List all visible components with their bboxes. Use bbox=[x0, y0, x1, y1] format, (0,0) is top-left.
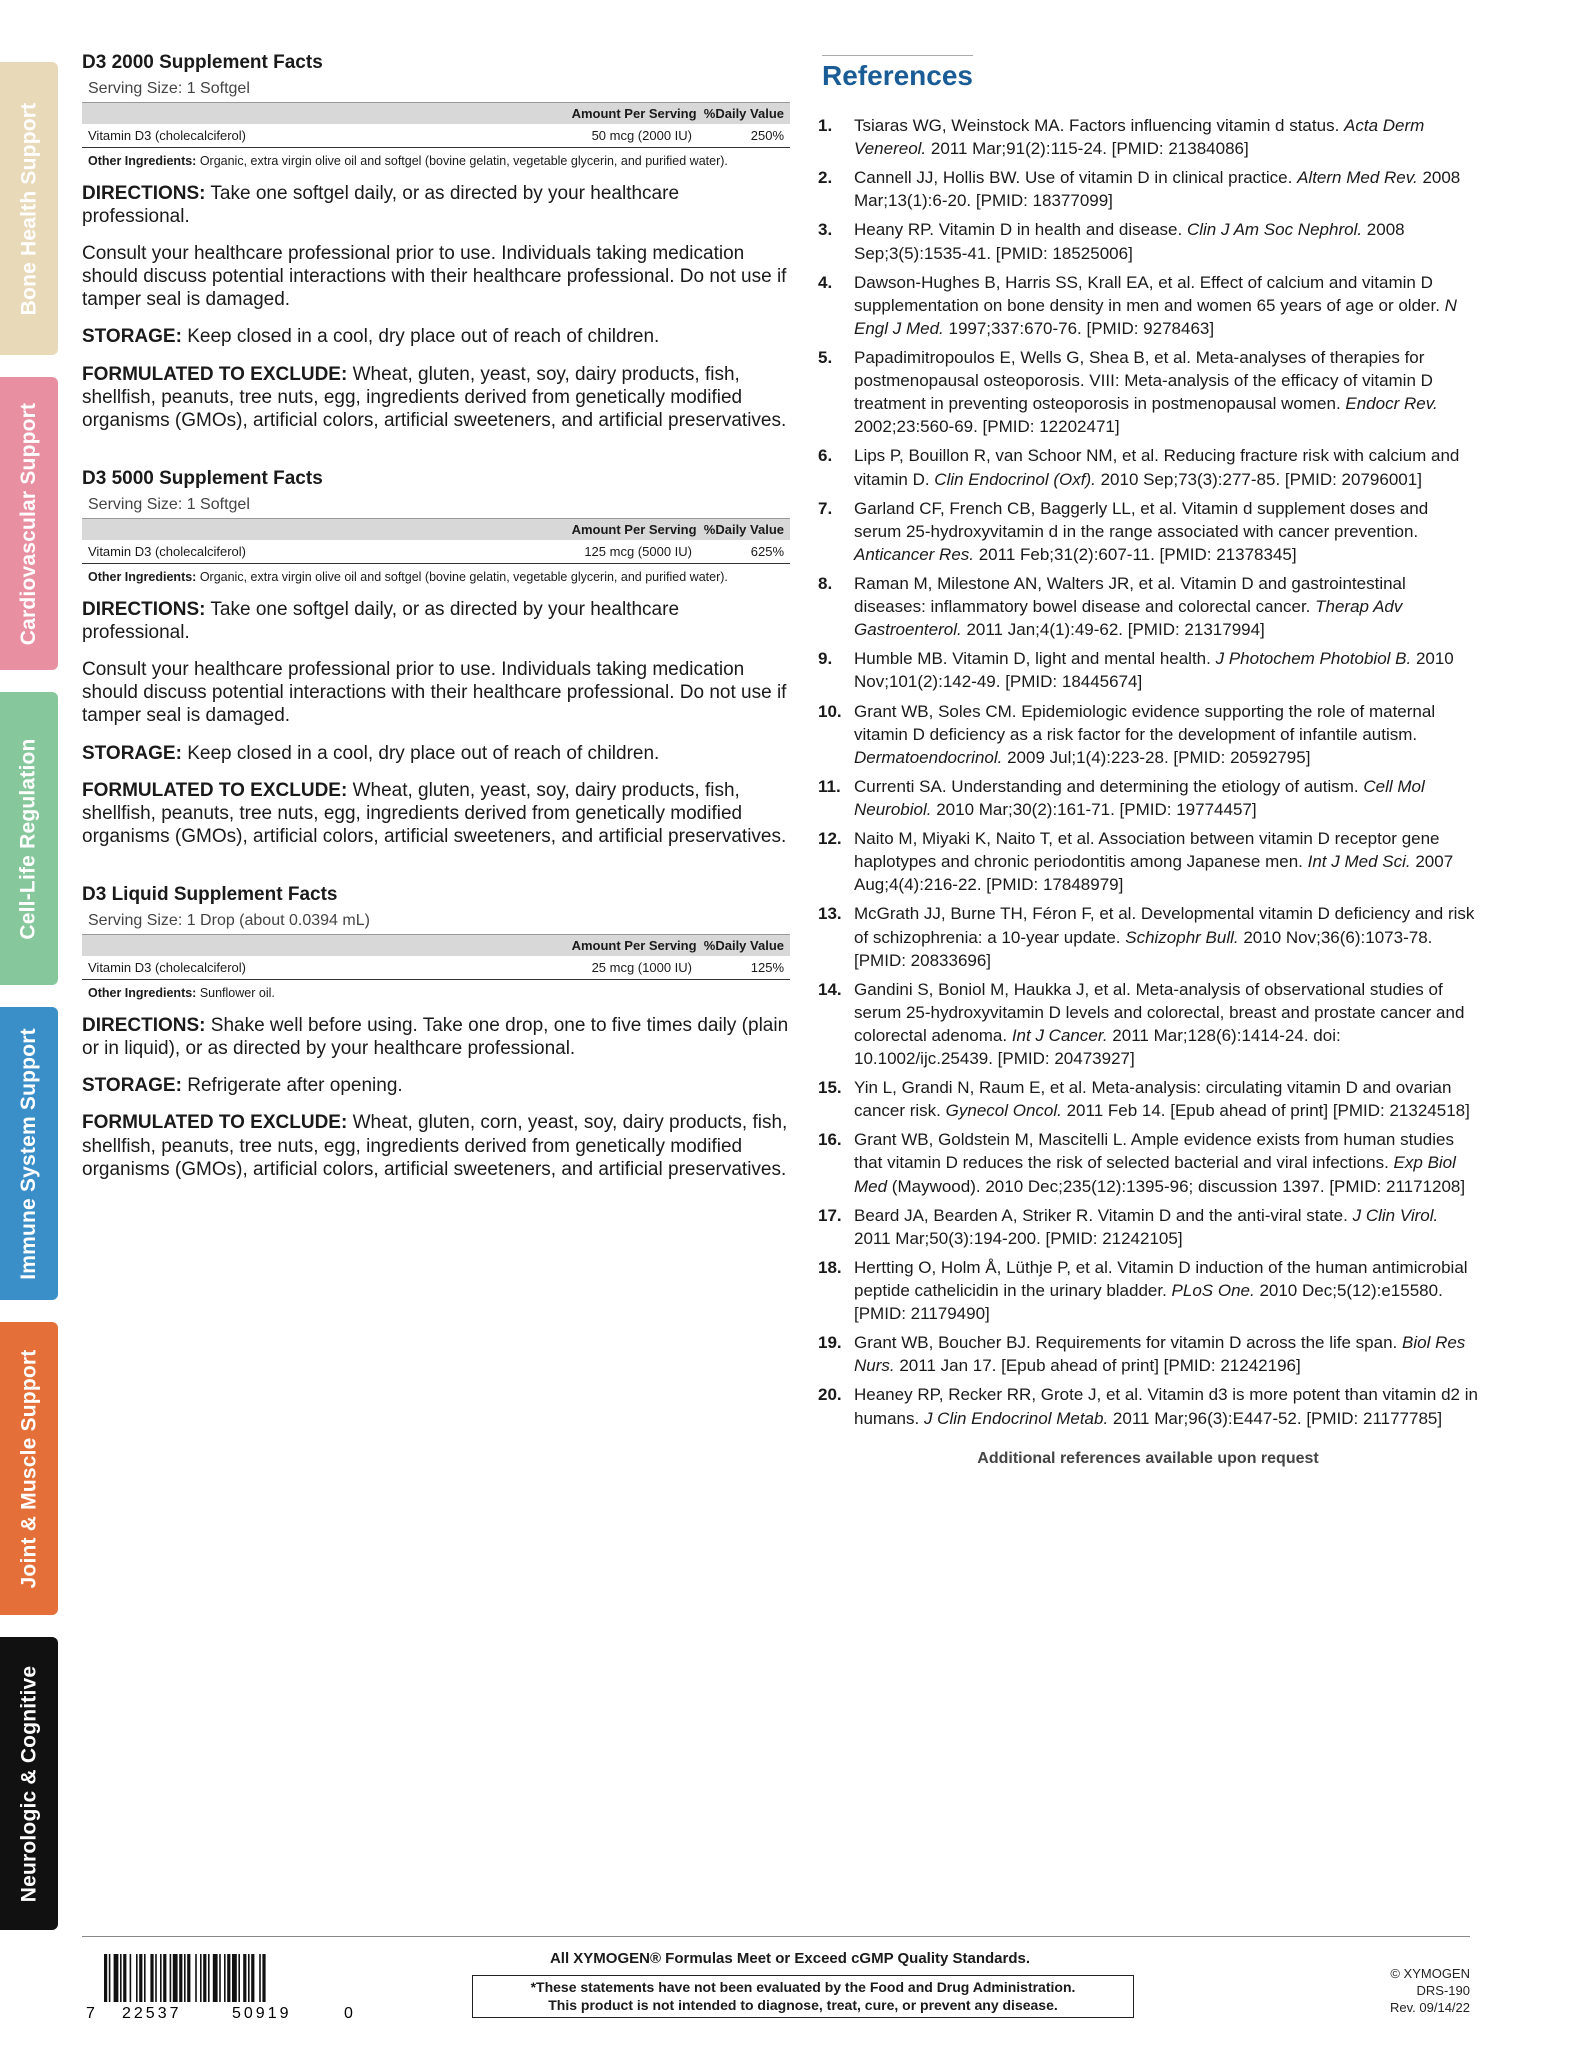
formulated-to-exclude: FORMULATED TO EXCLUDE: Wheat, gluten, yeast, soy, dairy products, fish, shellfish, peanuts, tree nuts, egg, ingredients derived from genetically modified organisms (GMOs), artificial colors, artificial sweeteners, and artificial preservatives. bbox=[82, 779, 787, 848]
journal-name: N Engl J Med. bbox=[854, 295, 1457, 338]
reference-item bbox=[818, 166, 1478, 212]
tab-cardiovascular[interactable]: Cardiovascular Support bbox=[0, 377, 58, 670]
barcode-bar bbox=[259, 1954, 261, 2002]
footer-divider bbox=[82, 1936, 1470, 1937]
barcode-digit-prefix: 7 bbox=[86, 2005, 95, 2022]
storage: STORAGE: Refrigerate after opening. bbox=[82, 1075, 403, 1097]
reference-text: Garland CF, French CB, Baggerly LL, et al. Vitamin d supplement doses and serum 25-hydroxyvitamin d in the range associated with cancer prevention. Anticancer Res. 2011 Feb;31(2):607-11. [PMID: 21378345] bbox=[854, 498, 1429, 564]
reference-number: 11. bbox=[818, 776, 841, 796]
barcode-bar bbox=[173, 1954, 178, 2002]
quality-statement: All XYMOGEN® Formulas Meet or Exceed cGMP Quality Standards. bbox=[549, 1950, 1031, 1967]
journal-name: J Photochem Photobiol B. bbox=[1215, 649, 1412, 669]
serving-size: Serving Size: 1 Drop (about 0.0394 mL) bbox=[88, 912, 370, 930]
revision-date: Rev. 09/14/22 bbox=[1390, 1999, 1470, 2015]
references-list bbox=[818, 114, 1478, 1430]
reference-number: 16. bbox=[818, 1130, 842, 1150]
ingredient-name: Vitamin D3 (cholecalciferol) bbox=[82, 540, 486, 564]
barcode-bar bbox=[179, 1954, 182, 2002]
barcode-bar bbox=[227, 1954, 230, 2002]
other-ingredients: Other Ingredients: Organic, extra virgin olive oil and softgel (bovine gelatin, vegetable glycerin, and purified water). bbox=[88, 570, 728, 585]
reference-item bbox=[818, 1331, 1478, 1377]
barcode-bar bbox=[150, 1954, 153, 2002]
reference-item bbox=[818, 346, 1478, 438]
barcode-bar bbox=[200, 1954, 202, 2002]
reference-number: 20. bbox=[818, 1385, 842, 1405]
tab-neurologic[interactable]: Neurologic & Cognitive bbox=[0, 1637, 58, 1930]
reference-item bbox=[818, 978, 1478, 1070]
journal-name: Exp Biol Med bbox=[854, 1153, 1456, 1196]
barcode-bar bbox=[203, 1954, 206, 2002]
barcode-digits-right: 50919 bbox=[232, 2005, 292, 2022]
barcode-digit-suffix: 0 bbox=[344, 2005, 353, 2022]
barcode-bar bbox=[163, 1954, 166, 2002]
reference-text: Currenti SA. Understanding and determining the etiology of autism. Cell Mol Neurobiol. 2010 Mar;30(2):161-71. [PMID: 19774457] bbox=[854, 776, 1425, 819]
barcode-bar bbox=[251, 1954, 254, 2002]
journal-name: Acta Derm Venereol. bbox=[854, 116, 1425, 159]
reference-number: 1. bbox=[818, 116, 833, 135]
reference-number: 10. bbox=[818, 701, 842, 721]
barcode-bar bbox=[123, 1954, 126, 2002]
barcode-bar bbox=[144, 1954, 146, 2002]
facts-table bbox=[82, 102, 790, 148]
facts-title: D3 2000 Supplement Facts bbox=[82, 52, 323, 73]
facts-table bbox=[82, 934, 790, 980]
disclaimer-line-2: This product is not intended to diagnose, treat, cure, or prevent any disease. bbox=[548, 1996, 1058, 2013]
reference-item bbox=[818, 1383, 1478, 1429]
barcode-bar bbox=[136, 1954, 138, 2002]
reference-number: 15. bbox=[818, 1078, 842, 1098]
ingredient-amount: 25 mcg (1000 IU) bbox=[486, 956, 698, 980]
reference-item bbox=[818, 1128, 1478, 1197]
barcode-bar bbox=[114, 1954, 119, 2002]
formulated-to-exclude: FORMULATED TO EXCLUDE: Wheat, gluten, corn, yeast, soy, dairy products, fish, shellfish, peanuts, tree nuts, egg, ingredients derived from genetically modified organisms (GMOs), artificial colors, artificial sweeteners, and artificial preservatives. bbox=[82, 1112, 788, 1180]
reference-text: Raman M, Milestone AN, Walters JR, et al. Vitamin D and gastrointestinal diseases: inflammatory bowel disease and colorectal cancer. Therap Adv Gastroenterol. 2011 Jan;4(1):49-62. [PMID: 21317994] bbox=[854, 573, 1406, 640]
journal-name: Clin Endocrinol (Oxf). bbox=[934, 469, 1096, 489]
directions: DIRECTIONS: Take one softgel daily, or as directed by your healthcare professional. bbox=[82, 598, 680, 643]
reference-text: McGrath JJ, Burne TH, Féron F, et al. Developmental vitamin D deficiency and risk of schizophrenia: a 10-year update. Schizophr Bull. 2010 Nov;36(6):1073-78. [PMID: 20833696] bbox=[854, 904, 1475, 970]
directions: DIRECTIONS: Take one softgel daily, or as directed by your healthcare professional. bbox=[82, 182, 680, 227]
barcode-bar bbox=[219, 1954, 221, 2002]
barcode bbox=[82, 1950, 372, 2022]
product-block-d3-2000 bbox=[82, 52, 790, 432]
reference-item bbox=[818, 497, 1478, 566]
ingredient-amount: 50 mcg (2000 IU) bbox=[486, 124, 698, 148]
reference-number: 18. bbox=[818, 1257, 842, 1277]
barcode-bar bbox=[243, 1954, 246, 2002]
reference-item bbox=[818, 775, 1478, 821]
barcode-bar bbox=[262, 1954, 265, 2002]
daily-value: 250% bbox=[698, 124, 790, 148]
reference-text: Yin L, Grandi N, Raum E, et al. Meta-analysis: circulating vitamin D and ovarian cancer risk. Gynecol Oncol. 2011 Feb 14. [Epub ahead of print] [PMID: 21324518] bbox=[854, 1078, 1470, 1121]
facts-table bbox=[82, 518, 790, 564]
reference-item bbox=[818, 114, 1478, 160]
reference-item bbox=[818, 647, 1478, 693]
reference-text: Grant WB, Soles CM. Epidemiologic evidence supporting the role of maternal vitamin D deficiency as a risk factor for the development of infantile autism. Dermatoendocrinol. 2009 Jul;1(4):223-28. [PMID: 20592795] bbox=[854, 701, 1436, 767]
reference-number: 19. bbox=[818, 1333, 842, 1353]
journal-name: Gynecol Oncol. bbox=[945, 1101, 1062, 1121]
tab-cell-life[interactable]: Cell-Life Regulation bbox=[0, 692, 58, 985]
reference-text: Heany RP. Vitamin D in health and disease. Clin J Am Soc Nephrol. 2008 Sep;3(5):1535-41. [PMID: 18525006] bbox=[854, 220, 1405, 263]
reference-number: 3. bbox=[818, 220, 833, 240]
formulated-to-exclude: FORMULATED TO EXCLUDE: Wheat, gluten, yeast, soy, dairy products, fish, shellfish, peanuts, tree nuts, egg, ingredients derived from genetically modified organisms (GMOs), artificial colors, artificial sweeteners, and artificial preservatives. bbox=[82, 363, 787, 431]
reference-number: 2. bbox=[818, 168, 833, 188]
reference-number: 13. bbox=[818, 904, 842, 924]
reference-item bbox=[818, 1256, 1478, 1325]
reference-text: Gandini S, Boniol M, Haukka J, et al. Meta-analysis of observational studies of serum 25-hydroxyvitamin D levels and colorectal, breast and prostate cancer and colorectal adenoma. Int J Cancer. 2011 Mar;128(6):1414-24. doi: 10.1002/ijc.25439. [PMID: 20473927] bbox=[854, 979, 1465, 1069]
barcode-bar bbox=[170, 1954, 172, 2002]
reference-text: Humble MB. Vitamin D, light and mental health. J Photochem Photobiol B. 2010 Nov;101(2):142-49. [PMID: 18445674] bbox=[854, 649, 1454, 692]
supplement-facts-column bbox=[82, 52, 790, 1217]
barcode-bar bbox=[187, 1954, 190, 2002]
reference-item bbox=[818, 1076, 1478, 1122]
journal-name: Anticancer Res. bbox=[854, 544, 974, 564]
reference-text: Beard JA, Bearden A, Striker R. Vitamin D and the anti-viral state. J Clin Virol. 2011 Mar;50(3):194-200. [PMID: 21242105] bbox=[854, 1205, 1439, 1248]
reference-number: 12. bbox=[818, 829, 842, 849]
ingredient-name: Vitamin D3 (cholecalciferol) bbox=[82, 956, 486, 980]
journal-name: Int J Med Sci. bbox=[1307, 852, 1411, 872]
journal-name: Biol Res Nurs. bbox=[854, 1333, 1466, 1376]
barcode-bar bbox=[120, 1954, 122, 2002]
facts-title: D3 Liquid Supplement Facts bbox=[82, 884, 338, 906]
references-column bbox=[818, 55, 1478, 1468]
other-ingredients: Other Ingredients: Organic, extra virgin olive oil and softgel (bovine gelatin, vegetable glycerin, and purified water). bbox=[88, 154, 728, 168]
copyright: © XYMOGEN bbox=[1390, 1966, 1470, 1981]
reference-text: Heaney RP, Recker RR, Grote J, et al. Vitamin d3 is more potent than vitamin d2 in humans. J Clin Endocrinol Metab. 2011 Mar;96(3):E447-52. [PMID: 21177785] bbox=[854, 1385, 1478, 1428]
reference-text: Tsiaras WG, Weinstock MA. Factors influencing vitamin d status. Acta Derm Venereol. 2011 Mar;91(2):115-24. [PMID: 21384086] bbox=[854, 116, 1425, 159]
journal-name: Endocr Rev. bbox=[1345, 394, 1438, 414]
reference-item bbox=[818, 827, 1478, 896]
consult-note: Consult your healthcare professional prior to use. Individuals taking medication should discuss potential interactions with their healthcare professional. Do not use if tamper seal is damaged. bbox=[82, 242, 787, 311]
disclaimer-line-1: *These statements have not been evaluated by the Food and Drug Administration. bbox=[530, 1979, 1076, 1995]
storage: STORAGE: Keep closed in a cool, dry place out of reach of children. bbox=[82, 326, 660, 348]
document-code: DRS-190 bbox=[1416, 1982, 1470, 1998]
reference-text: Naito M, Miyaki K, Naito T, et al. Association between vitamin D receptor gene haplotypes and chronic periodontitis among Japanese men. Int J Med Sci. 2007 Aug;4(4):216-22. [PMID: 17848979] bbox=[854, 829, 1454, 895]
journal-name: Dermatoendocrinol. bbox=[854, 747, 1003, 767]
barcode-digits-left: 22537 bbox=[122, 2005, 182, 2022]
barcode-bar bbox=[248, 1954, 250, 2002]
reference-text: Papadimitropoulos E, Wells G, Shea B, et al. Meta-analyses of therapies for postmenopausal osteoporosis. VIII: Meta-analysis of the efficacy of vitamin D treatment in preventing osteoporosis in postmenopausal women. Endocr Rev. 2002;23:560-69. [PMID: 12202471] bbox=[854, 347, 1438, 437]
serving-size: Serving Size: 1 Softgel bbox=[88, 496, 250, 514]
tab-joint-muscle[interactable]: Joint & Muscle Support bbox=[0, 1322, 58, 1615]
daily-value: 625% bbox=[698, 540, 790, 564]
reference-text: Grant WB, Boucher BJ. Requirements for vitamin D across the life span. Biol Res Nurs. 2011 Jan 17. [Epub ahead of print] [PMID: 21242196] bbox=[854, 1333, 1466, 1376]
references-title: References bbox=[822, 55, 973, 92]
reference-number: 5. bbox=[818, 347, 833, 367]
barcode-bar bbox=[104, 1954, 107, 2002]
barcode-bar bbox=[232, 1954, 237, 2002]
reference-number: 17. bbox=[818, 1205, 842, 1225]
reference-item bbox=[818, 271, 1478, 340]
directions: DIRECTIONS: Shake well before using. Take one drop, one to five times daily (plain or in liquid), or as directed by your healthcare professional. bbox=[82, 1014, 789, 1060]
reference-text: Hertting O, Holm Å, Lüthje P, et al. Vitamin D induction of the human antimicrobial peptide cathelicidin in the urinary bladder. PLoS One. 2010 Dec;5(12):e15580. [PMID: 21179490] bbox=[854, 1257, 1468, 1324]
product-block-d3-5000 bbox=[82, 468, 790, 848]
reference-item bbox=[818, 700, 1478, 769]
storage: STORAGE: Keep closed in a cool, dry place out of reach of children. bbox=[82, 742, 660, 764]
journal-name: Clin J Am Soc Nephrol. bbox=[1186, 220, 1363, 240]
reference-number: 4. bbox=[818, 272, 833, 292]
journal-name: Altern Med Rev. bbox=[1297, 168, 1418, 188]
facts-header: Amount Per Serving %Daily Value bbox=[486, 519, 790, 541]
reference-number: 9. bbox=[818, 649, 833, 669]
reference-text: Lips P, Bouillon R, van Schoor NM, et al. Reducing fracture risk with calcium and vitamin D. Clin Endocrinol (Oxf). 2010 Sep;73(3):277-85. [PMID: 20796001] bbox=[854, 446, 1460, 489]
tab-bone-health[interactable]: Bone Health Support bbox=[0, 62, 58, 355]
journal-name: PLoS One. bbox=[1171, 1281, 1255, 1301]
reference-number: 8. bbox=[818, 573, 833, 593]
reference-item bbox=[818, 218, 1478, 264]
daily-value: 125% bbox=[698, 956, 790, 980]
reference-text: Cannell JJ, Hollis BW. Use of vitamin D in clinical practice. Altern Med Rev. 2008 Mar;13(1):6-20. [PMID: 18377099] bbox=[854, 168, 1461, 211]
journal-name: Int J Cancer. bbox=[1011, 1025, 1108, 1045]
barcode-bar bbox=[139, 1954, 142, 2002]
copyright-block bbox=[1310, 1966, 1470, 2017]
barcode-bar bbox=[208, 1954, 210, 2002]
reference-number: 6. bbox=[818, 446, 833, 466]
ingredient-amount: 125 mcg (5000 IU) bbox=[486, 540, 698, 564]
journal-name: J Clin Endocrinol Metab. bbox=[923, 1408, 1109, 1428]
other-ingredients: Other Ingredients: Sunflower oil. bbox=[88, 986, 275, 1001]
fda-disclaimer bbox=[472, 1975, 1134, 2018]
additional-references-note: Additional references available upon request bbox=[977, 1449, 1319, 1467]
barcode-bar bbox=[130, 1954, 132, 2002]
reference-number: 14. bbox=[818, 979, 842, 999]
barcode-bars bbox=[104, 1954, 266, 2002]
reference-number: 7. bbox=[818, 498, 833, 518]
facts-title: D3 5000 Supplement Facts bbox=[82, 468, 323, 490]
journal-name: J Clin Virol. bbox=[1352, 1205, 1439, 1225]
barcode-bar bbox=[109, 1954, 111, 2002]
product-block-d3-liquid bbox=[82, 884, 790, 1181]
journal-name: Therap Adv Gastroenterol. bbox=[854, 597, 1403, 640]
barcode-bar bbox=[155, 1954, 157, 2002]
barcode-bar bbox=[224, 1954, 226, 2002]
reference-text: Dawson-Hughes B, Harris SS, Krall EA, et al. Effect of calcium and vitamin D supplementation on bone density in men and women 65 years of age or older. N Engl J Med. 1997;337:670-76. [PMID: 9278463] bbox=[854, 272, 1457, 338]
barcode-bar bbox=[195, 1954, 197, 2002]
barcode-bar bbox=[213, 1954, 218, 2002]
reference-text: Grant WB, Goldstein M, Mascitelli L. Ample evidence exists from human studies that vitamin D reduces the risk of selected bacterial and viral infections. Exp Biol Med (Maywood). 2010 Dec;235(12):1395-96; discussion 1397. [PMID: 21171208] bbox=[854, 1130, 1466, 1196]
journal-name: Schizophr Bull. bbox=[1125, 927, 1239, 947]
barcode-bar bbox=[238, 1954, 240, 2002]
ingredient-name: Vitamin D3 (cholecalciferol) bbox=[82, 124, 486, 148]
facts-header: Amount Per Serving %Daily Value bbox=[486, 103, 790, 125]
barcode-bar bbox=[160, 1954, 162, 2002]
barcode-bar bbox=[184, 1954, 186, 2002]
reference-item bbox=[818, 572, 1478, 641]
reference-item bbox=[818, 1204, 1478, 1250]
facts-header: Amount Per Serving %Daily Value bbox=[486, 935, 790, 957]
reference-item bbox=[818, 902, 1478, 971]
consult-note: Consult your healthcare professional prior to use. Individuals taking medication should discuss potential interactions with their healthcare professional. Do not use if tamper seal is damaged. bbox=[82, 659, 787, 727]
tab-immune[interactable]: Immune System Support bbox=[0, 1007, 58, 1300]
reference-item bbox=[818, 444, 1478, 490]
journal-name: Cell Mol Neurobiol. bbox=[854, 776, 1425, 819]
serving-size: Serving Size: 1 Softgel bbox=[88, 80, 250, 97]
